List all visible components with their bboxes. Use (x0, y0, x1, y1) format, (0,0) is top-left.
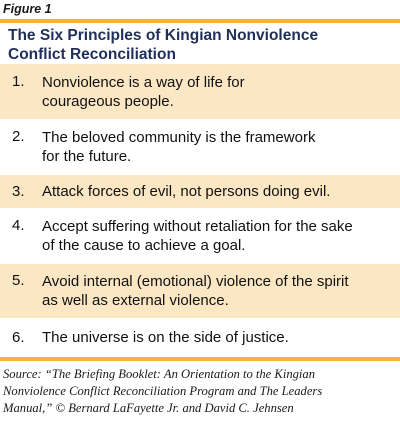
principle-text-line: Attack forces of evil, not persons doing evil. (42, 183, 331, 200)
principle-text-line: courageous people. (42, 92, 174, 110)
figure-title-line-2: Conflict Reconciliation (8, 46, 176, 63)
principle-text-line: as well as external violence. (42, 292, 229, 309)
principle-row-4 (0, 209, 400, 264)
principle-text-line: Avoid internal (emotional) violence of the spirit (42, 273, 349, 290)
principle-row-3 (0, 175, 400, 209)
principle-text (42, 128, 392, 166)
principle-text-line: of the cause to achieve a goal. (42, 237, 246, 254)
principle-number: 2. (12, 128, 25, 145)
principle-number: 6. (12, 329, 25, 346)
principle-text (42, 182, 392, 201)
principle-number: 1. (12, 73, 25, 90)
principle-row-1 (0, 64, 400, 120)
principle-number: 3. (12, 183, 25, 200)
figure-label: Figure 1 (3, 2, 52, 16)
principle-text (42, 328, 392, 347)
principles-list (0, 64, 400, 357)
source-citation (3, 366, 397, 417)
principle-text (42, 73, 392, 111)
source-line-1: Source: “The Briefing Booklet: An Orientation to the Kingian (3, 367, 316, 381)
principle-text (42, 217, 392, 255)
principle-number: 4. (12, 217, 25, 234)
principle-row-6 (0, 319, 400, 357)
figure-title (8, 26, 396, 64)
principle-number: 5. (12, 272, 25, 289)
source-line-2: Nonviolence Conflict Reconciliation Program and The Leaders (3, 384, 323, 398)
principle-row-2 (0, 120, 400, 175)
top-rule (0, 19, 400, 23)
principle-text-line: Accept suffering without retaliation for the sake (42, 218, 353, 235)
figure-title-line-1: The Six Principles of Kingian Nonviolence (8, 27, 319, 44)
principle-text-line: for the future. (42, 148, 132, 165)
principle-text-line: Nonviolence is a way of life for (42, 73, 245, 91)
bottom-rule (0, 357, 400, 361)
principle-text-line: The beloved community is the framework (42, 129, 316, 146)
principle-row-5 (0, 264, 400, 319)
source-line-3: Manual,” © Bernard LaFayette Jr. and David C. Jehnsen (3, 401, 294, 415)
principle-text (42, 272, 392, 310)
principle-text-line: The universe is on the side of justice. (42, 329, 289, 346)
